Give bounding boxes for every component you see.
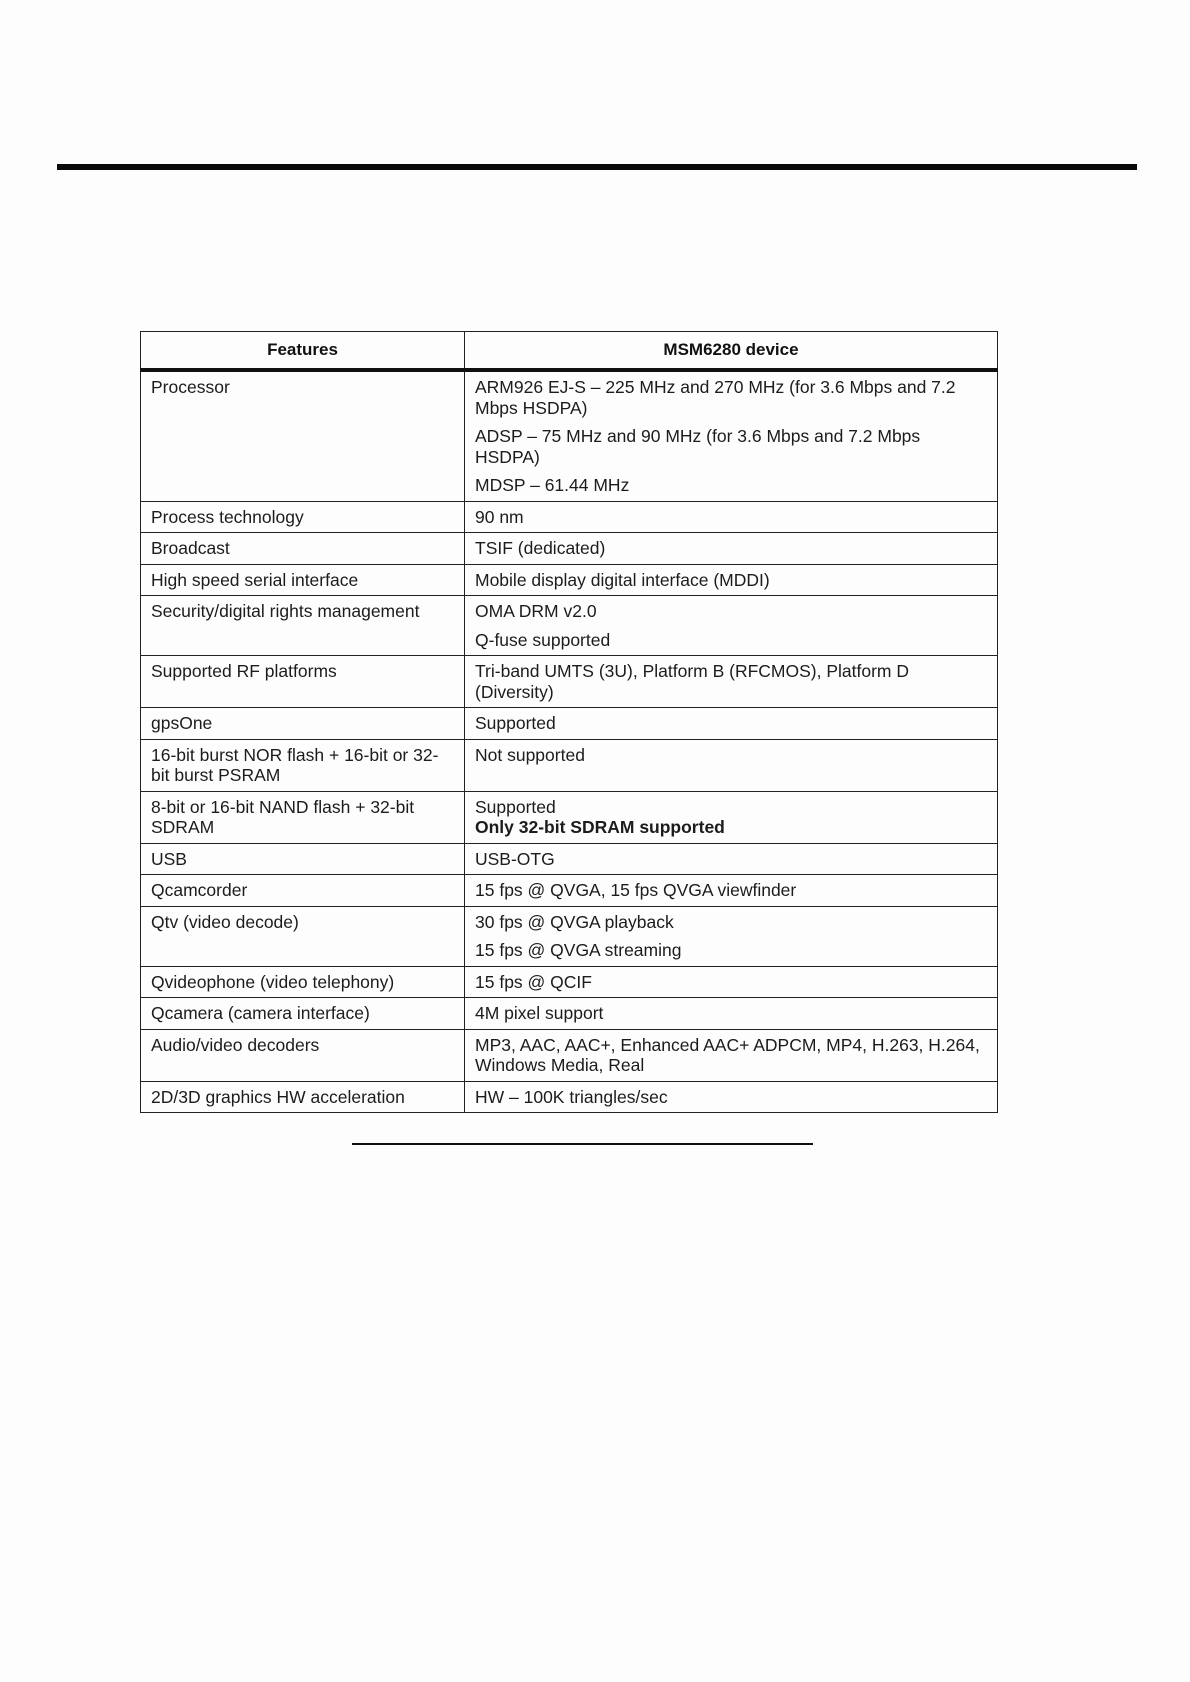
value-line: 90 nm bbox=[475, 506, 524, 527]
value-cell bbox=[465, 501, 998, 533]
feature-cell: gpsOne bbox=[141, 708, 465, 740]
value-line: 15 fps @ QCIF bbox=[475, 971, 592, 992]
table-row bbox=[141, 791, 998, 843]
value-line: TSIF (dedicated) bbox=[475, 538, 606, 558]
value-line: 4M pixel support bbox=[475, 1003, 604, 1023]
value-cell bbox=[465, 533, 998, 565]
value-line: Supported bbox=[475, 796, 556, 817]
value-cell bbox=[465, 739, 998, 791]
feature-cell: Process technology bbox=[141, 501, 465, 533]
feature-cell: 2D/3D graphics HW acceleration bbox=[141, 1081, 465, 1113]
value-cell bbox=[465, 564, 998, 596]
feature-cell: Audio/video decoders bbox=[141, 1029, 465, 1081]
value-line: Supported bbox=[475, 713, 556, 733]
value-line: ADSP – 75 MHz and 90 MHz (for 3.6 Mbps and 7.2 Mbps HSDPA) bbox=[475, 426, 921, 467]
value-cell bbox=[465, 596, 998, 656]
feature-cell: Qtv (video decode) bbox=[141, 906, 465, 966]
value-line: HW – 100K triangles/sec bbox=[475, 1086, 668, 1107]
bottom-divider-rule bbox=[352, 1143, 813, 1145]
value-cell bbox=[465, 1081, 998, 1113]
value-cell bbox=[465, 1029, 998, 1081]
table-row bbox=[141, 843, 998, 875]
table-row bbox=[141, 501, 998, 533]
value-cell bbox=[465, 370, 998, 501]
value-cell bbox=[465, 966, 998, 998]
feature-cell: Qcamera (camera interface) bbox=[141, 998, 465, 1030]
value-line: 30 fps @ QVGA playback bbox=[475, 911, 674, 932]
table-header-row bbox=[141, 332, 998, 371]
value-cell bbox=[465, 843, 998, 875]
feature-table bbox=[140, 331, 998, 1113]
value-cell bbox=[465, 656, 998, 708]
feature-cell: Processor bbox=[141, 370, 465, 501]
table-row bbox=[141, 564, 998, 596]
value-line: OMA DRM v2.0 bbox=[475, 601, 597, 621]
value-line: USB-OTG bbox=[475, 848, 555, 869]
value-line: 15 fps @ QVGA streaming bbox=[475, 940, 682, 960]
feature-cell: Security/digital rights management bbox=[141, 596, 465, 656]
table-row bbox=[141, 875, 998, 907]
table-row bbox=[141, 656, 998, 708]
table-row bbox=[141, 906, 998, 966]
value-line-emphasis: Only 32-bit SDRAM supported bbox=[475, 817, 725, 837]
value-line: MP3, AAC, AAC+, Enhanced AAC+ ADPCM, MP4, H.263, H.264, Windows Media, Real bbox=[475, 1034, 980, 1075]
table-row bbox=[141, 596, 998, 656]
feature-cell: USB bbox=[141, 843, 465, 875]
table-row bbox=[141, 533, 998, 565]
value-cell bbox=[465, 791, 998, 843]
value-cell bbox=[465, 708, 998, 740]
table-row bbox=[141, 966, 998, 998]
value-line: Mobile display digital interface (MDDI) bbox=[475, 569, 770, 590]
table-row bbox=[141, 998, 998, 1030]
value-line: ARM926 EJ-S – 225 MHz and 270 MHz (for 3.6 Mbps and 7.2 Mbps HSDPA) bbox=[475, 377, 956, 418]
feature-cell: High speed serial interface bbox=[141, 564, 465, 596]
feature-cell: 16-bit burst NOR flash + 16-bit or 32-bit burst PSRAM bbox=[141, 739, 465, 791]
table-row bbox=[141, 370, 998, 501]
value-cell bbox=[465, 906, 998, 966]
feature-cell: Supported RF platforms bbox=[141, 656, 465, 708]
value-line: Tri-band UMTS (3U), Platform B (RFCMOS), Platform D (Diversity) bbox=[475, 661, 909, 702]
value-cell bbox=[465, 875, 998, 907]
feature-cell: 8-bit or 16-bit NAND flash + 32-bit SDRAM bbox=[141, 791, 465, 843]
value-line: Not supported bbox=[475, 744, 585, 765]
table-row bbox=[141, 708, 998, 740]
column-header-device: MSM6280 device bbox=[465, 332, 998, 371]
table-row bbox=[141, 1081, 998, 1113]
value-line: 15 fps @ QVGA, 15 fps QVGA viewfinder bbox=[475, 880, 797, 900]
value-line: MDSP – 61.44 MHz bbox=[475, 475, 630, 495]
feature-cell: Broadcast bbox=[141, 533, 465, 565]
value-line: Q-fuse supported bbox=[475, 629, 611, 650]
column-header-features: Features bbox=[141, 332, 465, 371]
feature-cell: Qcamcorder bbox=[141, 875, 465, 907]
table-row bbox=[141, 1029, 998, 1081]
top-divider-rule bbox=[57, 164, 1137, 170]
table-row bbox=[141, 739, 998, 791]
feature-cell: Qvideophone (video telephony) bbox=[141, 966, 465, 998]
value-cell bbox=[465, 998, 998, 1030]
